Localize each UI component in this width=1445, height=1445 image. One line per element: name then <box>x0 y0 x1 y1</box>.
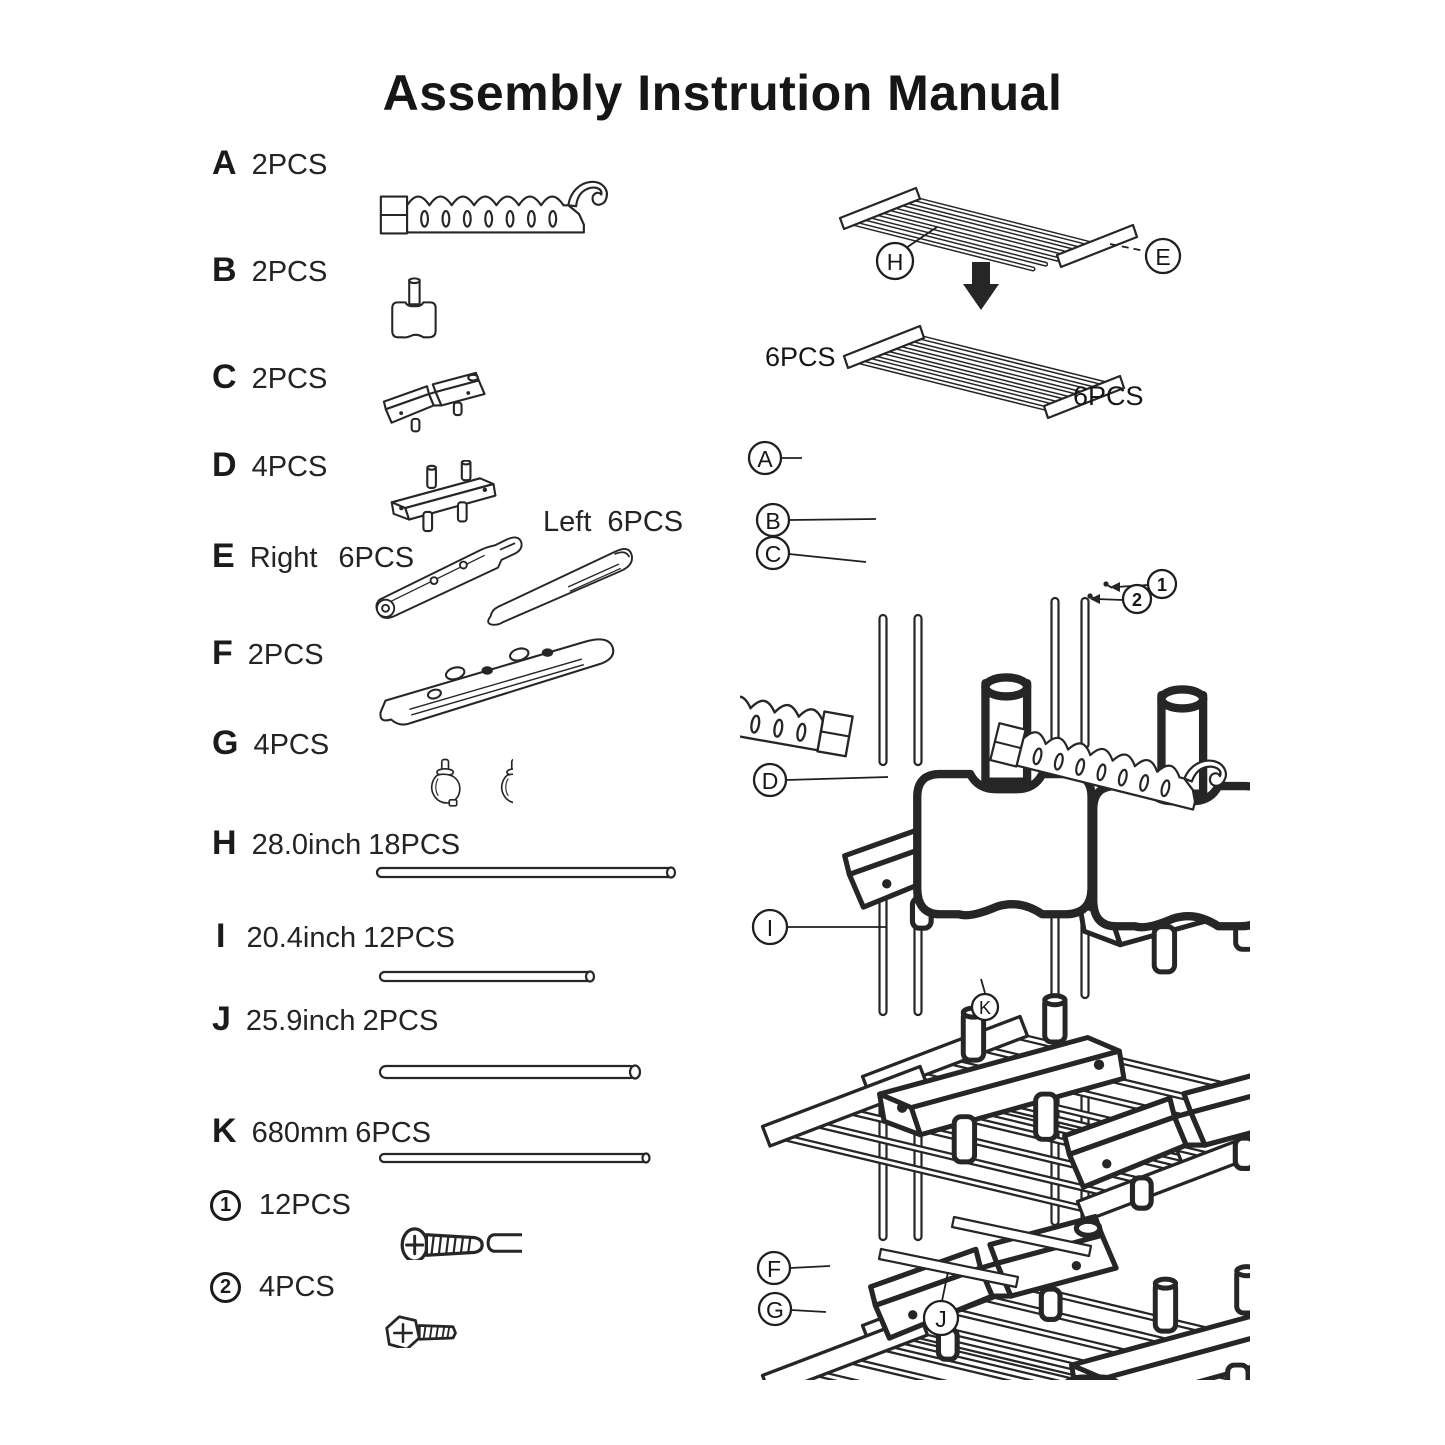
part-letter: B <box>212 251 237 289</box>
callout-d <box>754 764 888 796</box>
callout-e-label: E <box>1155 244 1171 270</box>
callout-k-label: K <box>978 998 992 1018</box>
shelf-right-qty: 6PCS <box>1073 381 1144 411</box>
part-k-rod-image <box>377 1148 655 1168</box>
part-row-screw2 <box>210 1272 335 1303</box>
part-letter: G <box>212 724 239 762</box>
part-qty: 4PCS <box>253 729 330 761</box>
part-qty: 2PCS <box>251 363 328 395</box>
assembly-diagram <box>740 170 1250 1380</box>
callout-h <box>877 243 913 279</box>
part-e-left-arm-image <box>482 532 642 632</box>
part-row-i <box>216 919 455 953</box>
part-qty: 4PCS <box>251 451 328 483</box>
part-size: 680mm <box>251 1117 349 1149</box>
part-size: 20.4inch <box>246 922 357 954</box>
part-row-screw1 <box>210 1190 351 1221</box>
part-qty: 6PCS <box>607 506 684 538</box>
callout-h-label: H <box>886 249 904 275</box>
part-screw2-image <box>362 1308 480 1348</box>
circled-number: 2 <box>210 1272 241 1303</box>
part-qty: 12PCS <box>363 922 455 954</box>
part-letter: J <box>212 1000 231 1038</box>
down-arrow-icon <box>963 262 999 310</box>
part-qty: 12PCS <box>259 1189 351 1221</box>
callout-i <box>753 910 886 944</box>
callout-f-label: F <box>766 1256 782 1282</box>
circled-number: 1 <box>210 1190 241 1221</box>
part-row-f <box>212 636 324 670</box>
part-c-bracket-image <box>382 370 497 439</box>
part-row-d <box>212 448 327 482</box>
part-a-hook-rail-image <box>377 180 612 248</box>
callout-j-label: J <box>935 1306 947 1332</box>
part-screw1-image <box>362 1216 522 1260</box>
callout-a-label: A <box>757 446 773 472</box>
callout-screw2-label: 2 <box>1131 590 1143 610</box>
page-title: Assembly Instrution Manual <box>382 65 1063 121</box>
part-letter: D <box>212 446 237 484</box>
callout-screw2 <box>1090 585 1151 613</box>
part-qty: 4PCS <box>259 1271 335 1303</box>
callout-i-label: I <box>766 915 774 941</box>
part-qty: 2PCS <box>362 1005 439 1037</box>
part-row-b <box>212 253 327 287</box>
part-row-a <box>212 146 327 180</box>
part-letter: E <box>212 537 235 575</box>
part-letter: C <box>212 358 237 396</box>
part-row-c <box>212 360 327 394</box>
callout-f <box>758 1252 830 1284</box>
callout-c-label: C <box>764 541 782 567</box>
part-letter: I <box>216 917 226 955</box>
hook-rail-left <box>740 658 855 756</box>
part-d-bracket-image <box>386 460 505 535</box>
part-letter: K <box>212 1112 237 1150</box>
part-qty: 2PCS <box>251 256 328 288</box>
part-qty: 6PCS <box>338 542 415 574</box>
callout-g <box>759 1293 826 1325</box>
part-row-g <box>212 726 329 760</box>
part-b-knob-image <box>380 276 446 342</box>
part-side: Left <box>543 506 592 538</box>
part-h-rod-image <box>374 862 680 884</box>
part-size: 25.9inch <box>245 1005 356 1037</box>
callout-g-label: G <box>766 1297 784 1323</box>
part-row-k <box>212 1114 431 1148</box>
part-letter: F <box>212 634 233 672</box>
callout-e <box>1146 239 1180 273</box>
part-row-h <box>212 826 460 860</box>
part-qty: 2PCS <box>247 639 324 671</box>
part-f-base-leg-image <box>376 626 621 732</box>
part-letter: A <box>212 144 237 182</box>
callout-b-label: B <box>765 508 781 534</box>
callout-d-label: D <box>761 768 779 794</box>
part-size: 28.0inch <box>251 829 362 861</box>
part-i-rod-image <box>377 966 599 988</box>
callout-b <box>757 504 876 536</box>
part-row-j <box>212 1002 438 1036</box>
part-side: Right <box>249 542 318 574</box>
part-g-caster-image <box>383 758 513 816</box>
callout-k <box>972 979 998 1020</box>
part-qty: 18PCS <box>368 829 461 861</box>
callout-screw1-label: 1 <box>1156 575 1168 595</box>
part-qty: 6PCS <box>355 1117 432 1149</box>
part-j-rod-image <box>377 1060 645 1086</box>
callout-c <box>757 537 866 569</box>
part-letter: H <box>212 824 237 862</box>
part-qty: 2PCS <box>251 149 328 181</box>
shelf-left-qty: 6PCS <box>765 342 836 372</box>
callout-a <box>749 442 802 474</box>
